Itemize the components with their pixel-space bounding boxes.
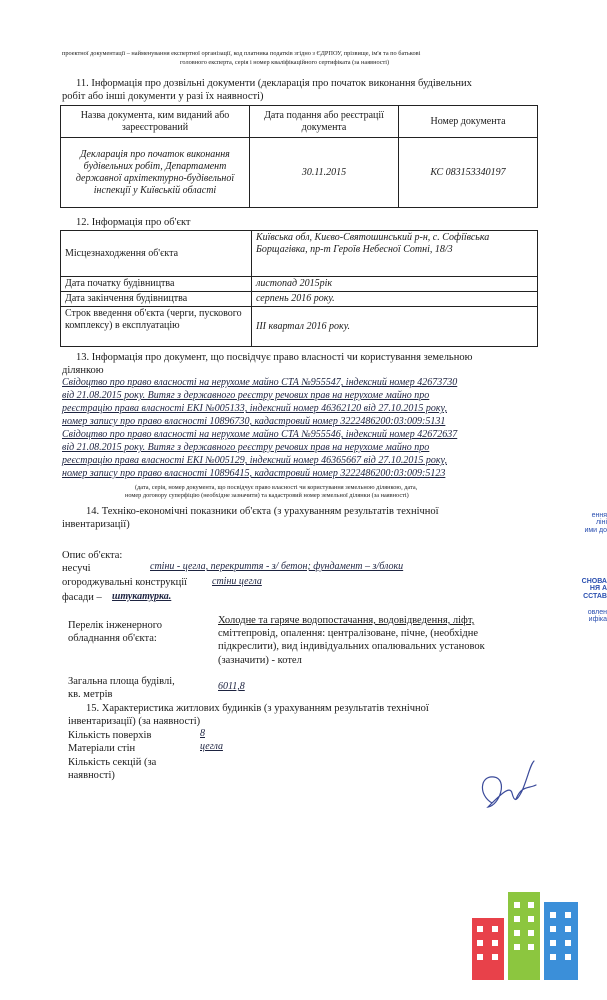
section-12-title: 12. Інформація про об'єкт bbox=[76, 217, 191, 228]
end-date-label: Дата закінчення будівництва bbox=[61, 292, 252, 307]
stamp-text-6: ССТАВ bbox=[583, 592, 607, 600]
facade-label: фасади – bbox=[62, 592, 102, 603]
commissioning-term-label: Строк введення об'єкта (черги, пускового комплексу) в експлуатацію bbox=[61, 307, 252, 347]
end-date-value: серпень 2016 року. bbox=[252, 292, 538, 307]
stamp-text-3: ими до bbox=[584, 526, 607, 534]
fence-label: огороджувальні конструкції bbox=[62, 577, 188, 588]
equipment-line-4: (зазначити) - котел bbox=[218, 655, 302, 666]
section-11-title: 11. Інформація про дозвільні документи (декларація про початок виконання будівельних bbox=[76, 78, 472, 89]
ownership-note-1: (дата, серія, номер документа, що посвідчує право власності чи користування земельною ділянкою, дата, bbox=[135, 484, 418, 491]
bearing-label: несучі bbox=[62, 563, 91, 574]
equipment-label-2: обладнання об'єкта: bbox=[68, 633, 157, 644]
permit-date-cell: 30.11.2015 bbox=[250, 138, 399, 208]
object-description-label: Опис об'єкта: bbox=[62, 550, 123, 561]
ownership-line-5: Свідоцтво про право власності на нерухоме майно СТА №955546, індексний номер 42672637 bbox=[62, 429, 458, 440]
section-14-title-cont: інвентаризації) bbox=[62, 519, 130, 530]
ownership-line-8: номер запису про право власності 10896415, кадастровий номер 3222486200:03:009:5123 bbox=[62, 468, 446, 479]
commissioning-term-value: ІІІ квартал 2016 року. bbox=[252, 307, 538, 347]
section-13-title: 13. Інформація про документ, що посвідчує право власності чи користування земельною bbox=[76, 352, 473, 363]
permits-col-number: Номер документа bbox=[399, 106, 538, 138]
object-info-table bbox=[60, 230, 538, 347]
area-label-1: Загальна площа будівлі, bbox=[68, 676, 175, 687]
facade-value: штукатурка. bbox=[112, 591, 172, 602]
area-value: 6011,8 bbox=[218, 681, 245, 692]
equipment-label-1: Перелік інженерного bbox=[68, 620, 163, 631]
ownership-line-4: номер запису про право власності 10896730, кадастровий номер 3222486200:03:009:5131 bbox=[62, 416, 446, 427]
sections-label-2: наявності) bbox=[68, 770, 115, 781]
stamp-text-2: ліні bbox=[595, 519, 607, 527]
area-label-2: кв. метрів bbox=[68, 689, 113, 700]
start-date-value: листопад 2015рік bbox=[252, 277, 538, 292]
bearing-value: стіни - цегла, перекриття - з/ бетон; фундамент – з/блоки bbox=[150, 561, 404, 572]
permits-col-date: Дата подання або реєстрації документа bbox=[250, 106, 399, 138]
ownership-line-1: Свідоцтво про право власності на нерухоме майно СТА №955547, індексний номер 42673730 bbox=[62, 377, 458, 388]
permit-number-cell: КС 083153340197 bbox=[399, 138, 538, 208]
location-value: Київська обл, Києво-Святошинський р-н, с. Софіївська Борщагівка, пр-т Героїв Небесної Сотні, 18/3 bbox=[252, 231, 538, 277]
equipment-line-2: сміттепровід, опалення: централізоване, пічне, (необхідне bbox=[218, 628, 479, 639]
header-note-line-1: проектної документації – найменування експертної організації, код платника податків згідно з ЄДРПОУ, прізвище, ім'я та по батькові bbox=[62, 50, 421, 57]
section-15-title-cont: інвентаризації) (за наявності) bbox=[68, 716, 201, 727]
stamp-text-8: ифіка bbox=[588, 616, 607, 624]
stamp-text-7: овлен bbox=[587, 609, 607, 616]
floors-value: 8 bbox=[200, 728, 205, 739]
section-15-title: 15. Характеристика житлових будинків (з урахуванням результатів технічної bbox=[86, 703, 429, 714]
start-date-label: Дата початку будівництва bbox=[61, 277, 252, 292]
equipment-line-3: підкреслити), вид індивідуальних опалювальних установок bbox=[218, 641, 485, 652]
stamp-fragment bbox=[584, 512, 607, 534]
stamp-fragment-3 bbox=[588, 609, 607, 624]
section-14-title: 14. Техніко-економічні показники об'єкта (з урахуванням результатів технічної bbox=[86, 506, 439, 517]
location-label: Місцезнаходження об'єкта bbox=[61, 231, 252, 277]
equipment-line-1: Холодне та гаряче водопостачання, водовідведення, ліфт, bbox=[218, 615, 475, 626]
stamp-text-4: СНОВА bbox=[581, 578, 607, 585]
fence-value: стіни цегла bbox=[212, 576, 262, 587]
ownership-line-6: від 21.08.2015 року. Витяг з державного реєстру речових прав на нерухоме майно про bbox=[62, 442, 430, 453]
section-11-title-cont: робіт або інші документи у разі їх наявності) bbox=[62, 91, 264, 102]
permits-col-name: Назва документа, ким виданий або зареєстрований bbox=[61, 106, 250, 138]
building-logo bbox=[472, 888, 587, 980]
stamp-fragment-2 bbox=[582, 578, 607, 600]
ownership-line-2: від 21.08.2015 року. Витяг з державного реєстру речових прав на нерухоме майно про bbox=[62, 390, 430, 401]
header-note-line-2: головного експерта, серія і номер кваліфікаційного сертифіката (за наявності) bbox=[180, 59, 390, 66]
stamp-text-1: ення bbox=[591, 512, 607, 519]
permit-name-cell: Декларація про початок виконання будівельних робіт, Департамент державної архітектурно-будівельної інспекції у Київській області bbox=[61, 138, 250, 208]
ownership-line-3: реєстрацію права власності ЕКІ №005133, індексний номер 46362120 від 27.10.2015 року, bbox=[62, 403, 447, 414]
walls-label: Матеріали стін bbox=[68, 743, 136, 754]
sections-label-1: Кількість секцій (за bbox=[68, 757, 157, 768]
signature-image bbox=[470, 755, 550, 825]
walls-value: цегла bbox=[200, 741, 223, 752]
ownership-note-2: номер договору суперфіцію (необхідне зазначити) та кадастровий номер земельної ділянки (за наявності) bbox=[125, 492, 409, 499]
ownership-line-7: реєстрацію права власності ЕКІ №005129, індексний номер 46365667 від 27.10.2015 року, bbox=[62, 455, 447, 466]
permits-table bbox=[60, 105, 538, 208]
section-13-title-cont: ділянкою bbox=[62, 365, 104, 376]
stamp-text-5: НЯ А bbox=[589, 585, 607, 593]
floors-label: Кількість поверхів bbox=[68, 730, 152, 741]
